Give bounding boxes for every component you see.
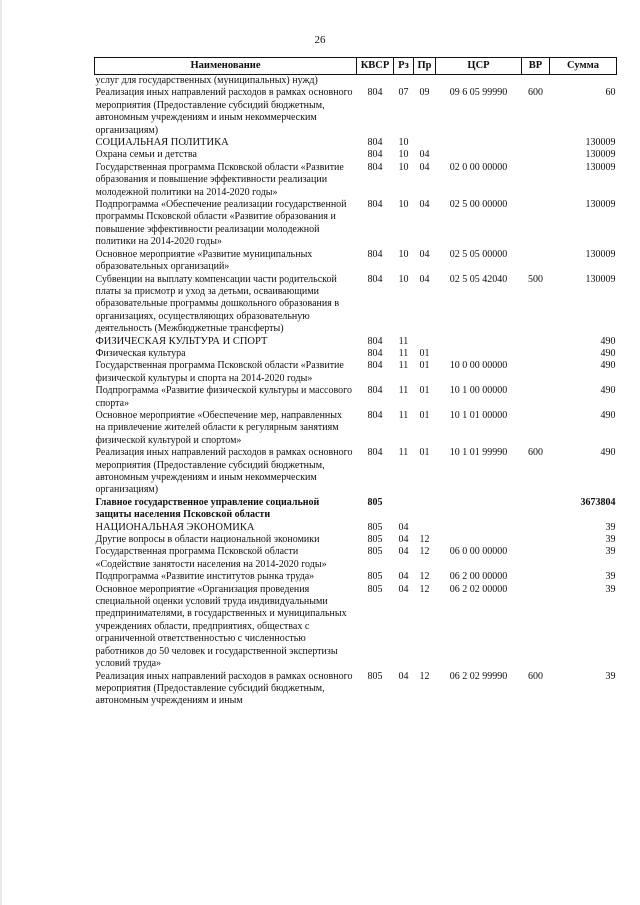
cell-csr: 09 6 05 99990	[449, 87, 508, 99]
cell-rz: 04	[398, 521, 409, 533]
cell-rz: 04	[398, 534, 409, 546]
cell-sum: 3673804	[580, 496, 616, 508]
cell-sum: 39	[605, 546, 616, 558]
cell-kvsr: 804	[367, 199, 383, 211]
table-row	[95, 447, 617, 497]
cell-pr: 01	[419, 360, 430, 372]
cell-name: Реализация иных направлений расходов в рамках основного мероприятия (Предоставление субсидий бюджетным, автономным учреждениям и иным некоммерческим организациям)	[95, 87, 353, 136]
table-row	[95, 348, 617, 360]
cell-pr: 12	[419, 670, 430, 682]
cell-csr: 02 5 05 42040	[449, 273, 508, 285]
cell-rz: 04	[398, 583, 409, 595]
table-header-row	[95, 58, 617, 75]
cell-name: Подпрограмма «Обеспечение реализации государственной программы Псковской области «Развитие образования и повышение эффективности реализации молодежной политики на 2014-2020 годы»	[95, 199, 347, 248]
cell-csr	[436, 534, 522, 546]
header-name: Наименование	[95, 58, 357, 75]
cell-pr	[414, 137, 436, 149]
table-row	[95, 497, 617, 522]
header-rz: Рз	[394, 58, 414, 75]
table-body	[95, 75, 617, 708]
table-row	[95, 249, 617, 274]
cell-csr: 10 1 00 00000	[449, 385, 508, 397]
cell-name: НАЦИОНАЛЬНАЯ ЭКОНОМИКА	[95, 521, 255, 533]
cell-csr: 10 0 00 00000	[449, 360, 508, 372]
cell-rz: 10	[398, 248, 409, 260]
cell-vr	[522, 249, 550, 274]
cell-csr: 10 1 01 00000	[449, 409, 508, 421]
cell-name: Государственная программа Псковской области «Развитие образования и повышение эффективности реализации молодежной политики на 2014-2020 годы»	[95, 161, 344, 198]
cell-sum: 39	[605, 670, 616, 682]
cell-csr: 02 5 00 00000	[449, 199, 508, 211]
header-csr: ЦСР	[436, 58, 522, 75]
cell-sum: 39	[605, 583, 616, 595]
cell-kvsr: 804	[367, 360, 383, 372]
cell-kvsr: 805	[367, 670, 383, 682]
cell-csr: 06 2 02 00000	[449, 583, 508, 595]
cell-kvsr: 804	[367, 248, 383, 260]
cell-pr: 01	[419, 385, 430, 397]
cell-name: Основное мероприятие «Обеспечение мер, направленных на привлечение жителей области к регулярным занятиям физической культурой и спортом»	[95, 409, 342, 446]
cell-kvsr: 804	[367, 161, 383, 173]
table-row	[95, 199, 617, 249]
cell-rz: 10	[398, 199, 409, 211]
cell-sum: 130009	[585, 273, 616, 285]
cell-name: СОЦИАЛЬНАЯ ПОЛИТИКА	[95, 137, 229, 149]
cell-kvsr: 804	[367, 385, 383, 397]
cell-vr	[522, 571, 550, 583]
cell-vr	[522, 546, 550, 571]
header-pr: Пр	[414, 58, 436, 75]
cell-sum	[550, 75, 617, 88]
cell-vr	[522, 522, 550, 534]
cell-sum: 490	[600, 385, 616, 397]
cell-kvsr: 804	[367, 87, 383, 99]
cell-csr	[436, 137, 522, 149]
cell-sum: 39	[605, 571, 616, 583]
cell-name: Подпрограмма «Развитие институтов рынка труда»	[95, 571, 315, 583]
cell-vr: 600	[528, 670, 543, 682]
cell-vr: 500	[528, 273, 543, 285]
cell-name: Охрана семьи и детства	[95, 149, 197, 161]
cell-vr	[522, 199, 550, 249]
cell-kvsr: 805	[367, 496, 383, 508]
cell-name: Основное мероприятие «Развитие муниципальных образовательных организаций»	[95, 248, 313, 273]
table-row	[95, 546, 617, 571]
cell-csr: 06 0 00 00000	[449, 546, 508, 558]
cell-name: ФИЗИЧЕСКАЯ КУЛЬТУРА И СПОРТ	[95, 335, 268, 347]
cell-sum: 130009	[585, 248, 616, 260]
cell-kvsr: 804	[367, 409, 383, 421]
cell-rz: 07	[398, 87, 409, 99]
cell-pr: 09	[419, 87, 430, 99]
cell-vr	[522, 360, 550, 385]
cell-pr: 12	[419, 583, 430, 595]
cell-rz	[394, 75, 414, 88]
header-vr: ВР	[522, 58, 550, 75]
cell-csr: 02 0 00 00000	[449, 161, 508, 173]
cell-vr	[522, 162, 550, 199]
cell-sum: 39	[605, 521, 616, 533]
cell-pr: 01	[419, 447, 430, 459]
table-row	[95, 360, 617, 385]
cell-pr: 04	[419, 199, 430, 211]
cell-vr	[522, 336, 550, 348]
cell-kvsr: 804	[367, 347, 383, 359]
cell-vr: 600	[528, 87, 543, 99]
cell-kvsr: 805	[367, 534, 383, 546]
cell-kvsr: 804	[367, 137, 383, 149]
cell-pr	[414, 75, 436, 88]
cell-rz: 11	[398, 447, 409, 459]
cell-vr	[522, 149, 550, 161]
cell-csr	[436, 149, 522, 161]
cell-rz: 11	[398, 409, 409, 421]
cell-pr: 12	[419, 534, 430, 546]
cell-vr	[522, 534, 550, 546]
cell-pr	[414, 522, 436, 534]
cell-vr	[522, 584, 550, 671]
cell-name: услуг для государственных (муниципальных) нужд)	[95, 75, 318, 86]
cell-csr	[436, 336, 522, 348]
cell-sum: 130009	[585, 137, 616, 149]
cell-sum: 490	[600, 347, 616, 359]
cell-vr	[522, 497, 550, 522]
cell-rz: 11	[398, 360, 409, 372]
table-row	[95, 87, 617, 137]
header-kvsr: КВСР	[357, 58, 394, 75]
cell-kvsr: 804	[367, 447, 383, 459]
cell-pr: 01	[419, 347, 430, 359]
cell-csr	[436, 348, 522, 360]
table-row	[95, 571, 617, 583]
cell-kvsr: 805	[367, 571, 383, 583]
cell-pr: 04	[419, 273, 430, 285]
cell-name: Государственная программа Псковской области «Содействие занятости населения на 2014-2020 годы»	[95, 546, 327, 570]
cell-vr	[522, 348, 550, 360]
cell-rz: 10	[398, 161, 409, 173]
cell-name: Реализация иных направлений расходов в рамках основного мероприятия (Предоставление субсидий бюджетным, автономным учреждениям и иным	[95, 670, 353, 707]
cell-sum: 39	[605, 534, 616, 546]
cell-vr	[522, 137, 550, 149]
cell-vr	[522, 385, 550, 410]
table-row	[95, 410, 617, 447]
cell-rz: 11	[398, 385, 409, 397]
cell-rz: 11	[398, 347, 409, 359]
cell-vr: 600	[528, 447, 543, 459]
header-sum: Сумма	[550, 58, 617, 75]
cell-rz: 04	[398, 571, 409, 583]
cell-csr	[436, 522, 522, 534]
cell-name: Основное мероприятие «Организация проведения специальной оценки условий труда индивидуальными предпринимателями, в государственных и муниципальных учреждениях области, предприятиях, обществах с ограниченной ответственностью с численностью работников до 50 человек и государственной экспертизы условий труда»	[95, 583, 347, 670]
table-row	[95, 162, 617, 199]
cell-kvsr: 804	[367, 273, 383, 285]
cell-vr	[522, 75, 550, 88]
cell-pr: 12	[419, 546, 430, 558]
cell-sum: 130009	[585, 199, 616, 211]
cell-sum: 130009	[585, 161, 616, 173]
cell-kvsr: 805	[367, 583, 383, 595]
cell-rz: 11	[398, 335, 409, 347]
cell-pr	[414, 336, 436, 348]
scan-edge	[0, 0, 2, 905]
table-row	[95, 336, 617, 348]
cell-kvsr: 805	[367, 521, 383, 533]
cell-name: Другие вопросы в области национальной экономики	[95, 534, 320, 546]
cell-name: Субвенции на выплату компенсации части родительской платы за присмотр и уход за детьми, осваивающими образовательные программы дошкольного образования в организациях, осуществляющих образовательную деятельность (Межбюджетные трансферты)	[95, 273, 340, 335]
table-row	[95, 137, 617, 149]
table-row	[95, 75, 617, 88]
cell-name: Главное государственное управление социальной защиты населения Псковской области	[95, 496, 320, 521]
cell-vr	[522, 410, 550, 447]
cell-csr: 06 2 00 00000	[449, 571, 508, 583]
table-row	[95, 671, 617, 708]
cell-pr	[414, 497, 436, 522]
cell-name: Государственная программа Псковской области «Развитие физической культуры и спорта на 2014-2020 годы»	[95, 360, 344, 384]
cell-kvsr: 805	[367, 546, 383, 558]
cell-pr: 01	[419, 409, 430, 421]
cell-name: Подпрограмма «Развитие физической культуры и массового спорта»	[95, 385, 352, 409]
cell-csr	[436, 75, 522, 88]
cell-pr: 04	[419, 248, 430, 260]
table-row	[95, 584, 617, 671]
cell-sum: 490	[600, 447, 616, 459]
table-row	[95, 149, 617, 161]
cell-sum: 60	[605, 87, 616, 99]
cell-pr: 04	[419, 161, 430, 173]
cell-csr: 10 1 01 99990	[449, 447, 508, 459]
cell-name: Реализация иных направлений расходов в рамках основного мероприятия (Предоставление субсидий бюджетным, автономным учреждениям и иным некоммерческим организациям)	[95, 447, 353, 496]
cell-rz: 10	[398, 137, 409, 149]
cell-kvsr	[357, 75, 394, 88]
cell-pr: 12	[419, 571, 430, 583]
cell-sum: 490	[600, 409, 616, 421]
table-row	[95, 534, 617, 546]
cell-csr: 06 2 02 99990	[449, 670, 508, 682]
cell-sum: 130009	[585, 149, 616, 161]
cell-kvsr: 804	[367, 335, 383, 347]
cell-csr: 02 5 05 00000	[449, 248, 508, 260]
budget-table	[94, 57, 617, 708]
cell-sum: 490	[600, 360, 616, 372]
cell-csr	[436, 497, 522, 522]
table-row	[95, 522, 617, 534]
page-number: 26	[314, 34, 326, 46]
cell-kvsr: 804	[367, 149, 383, 161]
table-row	[95, 274, 617, 336]
cell-rz: 10	[398, 149, 409, 161]
cell-sum: 490	[600, 335, 616, 347]
cell-rz: 04	[398, 670, 409, 682]
cell-name: Физическая культура	[95, 347, 186, 359]
cell-pr: 04	[419, 149, 430, 161]
cell-rz: 10	[398, 273, 409, 285]
cell-rz: 04	[398, 546, 409, 558]
cell-rz	[394, 497, 414, 522]
table-row	[95, 385, 617, 410]
